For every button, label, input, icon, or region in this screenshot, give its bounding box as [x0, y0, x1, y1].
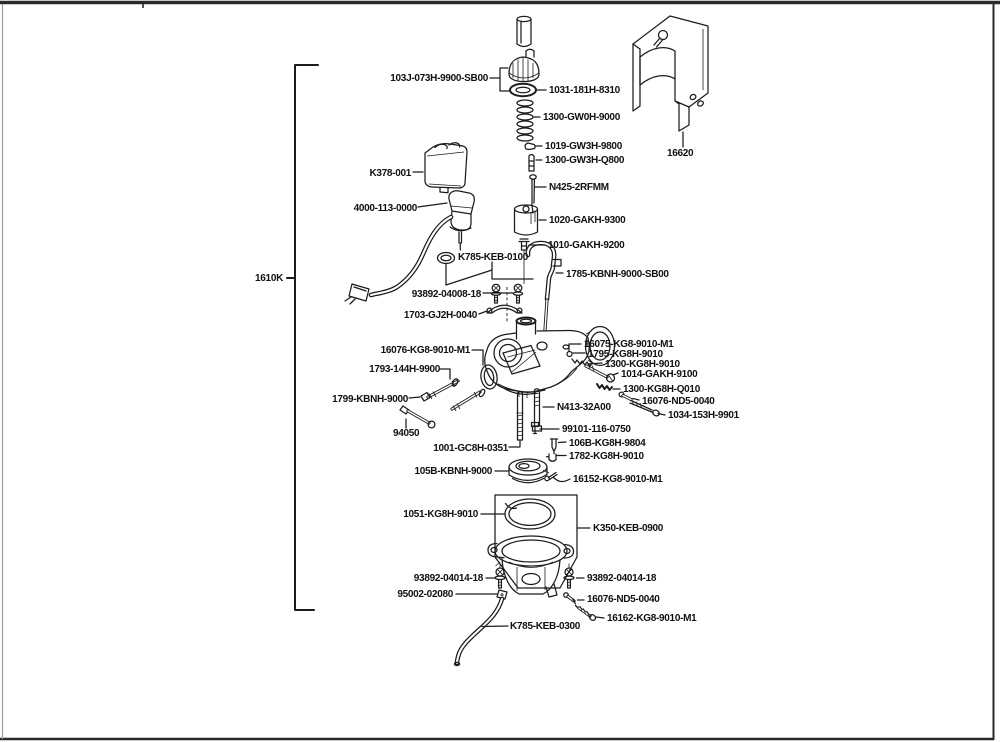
needle-clip-drawing [525, 143, 535, 150]
label-16076-nd5-0040-a: 16076-ND5-0040 [642, 396, 715, 407]
bowl-gasket-drawing [505, 499, 555, 529]
label-106b-kg8h-9804: 106B-KG8H-9804 [569, 438, 646, 449]
label-1034-153h-9901: 1034-153H-9901 [668, 410, 739, 421]
label-1001-gc8h-0351: 1001-GC8H-0351 [433, 443, 508, 454]
label-1010-gakh-9200: 1010-GAKH-9200 [548, 240, 625, 251]
label-1782-kg8h-9010: 1782-KG8H-9010 [569, 451, 644, 462]
float-valve-drawing [551, 439, 558, 454]
label-93892-04014-18-right: 93892-04014-18 [587, 573, 657, 584]
label-1799-kbnh-9000: 1799-KBNH-9000 [332, 394, 408, 405]
label-94050: 94050 [393, 428, 420, 439]
label-99101-116-0750: 99101-116-0750 [562, 424, 631, 435]
sealing-ring-drawing [510, 84, 536, 96]
fuel-pipe-drawing [528, 243, 561, 330]
label-105b-kbnh-9000: 105B-KBNH-9000 [414, 466, 492, 477]
oring-drawing [438, 253, 455, 264]
label-k785-keb-0100: K785-KEB-0100 [458, 252, 529, 263]
label-103j-073h-9900-sb00: 103J-073H-9900-SB00 [390, 73, 488, 84]
label-1300-kg8h-9010: 1300-KG8H-9010 [605, 359, 680, 370]
throttle-spring-drawing [517, 100, 533, 141]
float-drawing [509, 459, 549, 483]
label-1785-kbnh-9000-sb00: 1785-KBNH-9000-SB00 [566, 269, 669, 280]
bolt-94050-drawing [400, 406, 435, 428]
mounting-stud-n413-drawing [533, 389, 542, 431]
stud-bolt-1793-drawing [428, 378, 459, 399]
label-16152-kg8-9010-m1: 16152-KG8-9010-M1 [573, 474, 663, 485]
label-16162-kg8-9010-m1: 16162-KG8-9010-M1 [607, 613, 697, 624]
label-n425-2rfmm: N425-2RFMM [549, 182, 609, 193]
label-16620: 16620 [667, 148, 694, 159]
label-1020-gakh-9300: 1020-GAKH-9300 [549, 215, 626, 226]
label-16076-nd5-0040-b: 16076-ND5-0040 [587, 594, 660, 605]
label-16075-kg8-9010-m1: 16075-KG8-9010-M1 [584, 339, 674, 350]
drain-screw-drawing [576, 606, 597, 622]
drain-tube-drawing [454, 599, 502, 666]
label-1610k: 1610K [255, 273, 283, 284]
adjuster-knob-drawing [509, 49, 539, 81]
cdi-unit-drawing [425, 143, 467, 193]
label-95002-02080: 95002-02080 [397, 589, 453, 600]
mounting-bracket-16620-drawing [633, 16, 708, 131]
label-1300-kg8h-q010: 1300-KG8H-Q010 [623, 384, 700, 395]
label-k378-001: K378-001 [369, 168, 411, 179]
valve-clip-drawing [547, 454, 557, 461]
label-1300-gw3h-q800: 1300-GW3H-Q800 [545, 155, 625, 166]
drain-fitting-drawing [564, 593, 576, 604]
needle-holder-drawing [529, 155, 534, 172]
label-1019-gw3h-9800: 1019-GW3H-9800 [545, 141, 622, 152]
label-1300-gw0h-9000: 1300-GW0H-9000 [543, 112, 620, 123]
assembly-group-bracket [287, 65, 318, 610]
label-1014-gakh-9100: 1014-GAKH-9100 [621, 369, 698, 380]
label-4000-113-0000: 4000-113-0000 [353, 203, 417, 214]
cable-clamp-drawing [487, 305, 522, 313]
label-1031-181h-8310: 1031-181H-8310 [549, 85, 620, 96]
label-n413-32a00: N413-32A00 [557, 402, 611, 413]
label-1793-144h-9900: 1793-144H-9900 [369, 364, 440, 375]
label-k350-keb-0900: K350-KEB-0900 [593, 523, 664, 534]
label-1051-kg8h-9010: 1051-KG8H-9010 [403, 509, 478, 520]
throttle-valve-drawing [515, 205, 538, 235]
label-93892-04008-18: 93892-04008-18 [411, 289, 481, 300]
label-1795-kg8h-9010: 1795-KG8H-9010 [588, 349, 663, 360]
cap-plug-drawing [517, 16, 531, 46]
label-93892-04014-18-left: 93892-04014-18 [413, 573, 483, 584]
label-16076-kg8-9010-m1: 16076-KG8-9010-M1 [380, 345, 470, 356]
stud-bolts-1799-drawing [421, 388, 486, 411]
page-frame [0, 2, 1000, 740]
flange-gasket-drawing [479, 364, 498, 390]
part-labels [255, 73, 740, 632]
long-screw-1001-drawing [517, 392, 524, 440]
label-1703-gj2h-0040: 1703-GJ2H-0040 [403, 310, 477, 321]
label-k785-keb-0300: K785-KEB-0300 [510, 621, 581, 632]
